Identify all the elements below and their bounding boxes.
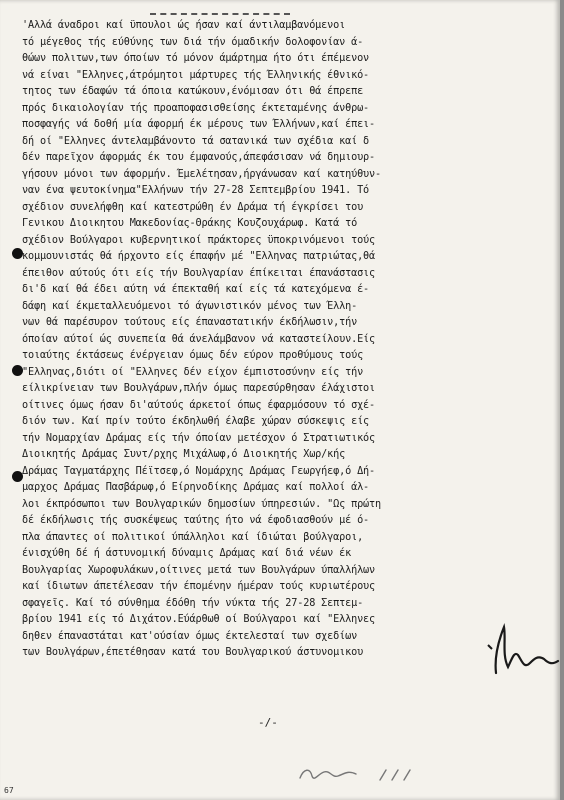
text-line: τό μέγεθος τής εύθύνης των διά τήν όμαδικήν δολοφονίαν ά- <box>22 36 364 48</box>
text-line: λοι έκπρόσωποι των Βουλγαρικών δημοσίων ύπηρεσιών. "Ως πρώτη <box>22 498 382 510</box>
text-line: όποίαν αύτοί ώς συνεπεία θά άνελάμβανον νά καταστείλουν.Είς <box>22 333 376 345</box>
text-line: "Ελληνας,διότι οί "Ελληνες δέν είχον έμπιστοσύνην είς τήν <box>22 366 364 378</box>
page-continuation-mark: -/- <box>258 716 278 729</box>
text-line: σχέδιον Βούλγαροι κυβερνητικοί πράκτορες ϋποκρινόμενοι τούς <box>22 234 376 246</box>
text-line: γήσουν μόνοι των άφορμήν. Έμελέτησαν,ήργάνωσαν καί κατηύθυν- <box>22 168 382 180</box>
text-line: είλικρίνειαν των Βουλγάρων,πλήν όμως παρεσύρθησαν έλάχιστοι <box>22 383 376 394</box>
text-line: ποσφαγής νά δοθή μία άφορμή έκ μέρους των Έλλήνων,καί έπει- <box>22 119 376 130</box>
text-line: σχέδιον συνελήφθη καί κατεστρώθη έν Δράμα τή έγκρίσει του <box>22 201 364 213</box>
text-line: Γενικου Διοικητου Μακεδονίας-Θράκης Κουζουχάρωφ. Κατά τό <box>22 218 358 229</box>
text-line: δέ έκδήλωσις τής συσκέψεως ταύτης ήτο νά έφοδιασθούν μέ ό- <box>22 515 370 526</box>
text-line: Βουλγαρίας Χωροφυλάκων,οίτινες μετά των Βουλγάρων ύπαλλήλων <box>22 564 376 576</box>
text-line: νων θά παρέσυρον τούτους είς έπαναστατικήν έκδήλωσιν,τήν <box>22 317 358 328</box>
text-line: καί ίδιωτων άπετέλεσαν τήν έπομένην ήμέραν τούς κυριωτέρους <box>22 581 376 592</box>
margin-signature-icon <box>482 615 560 685</box>
text-line: νά είναι "Ελληνες,άτρόμητοι μάρτυρες τής Έλληνικής έθνικό- <box>22 69 370 81</box>
text-line: θώων πολιτων,των όποίων τό μόνον άμάρτημα ήτο ότι έπέμενον <box>22 53 370 64</box>
text-line: Δράμας Ταγματάρχης Πέϊτσεφ,ό Νομάρχης Δράμας Γεωργήεφ,ό Δή- <box>22 465 376 477</box>
text-line: ναν ένα ψευτοκίνημα"Ελλήνων τήν 27-28 Σεπτεμβρίου 1941. Τό <box>22 185 370 196</box>
typewritten-body <box>22 18 492 662</box>
corner-page-number: 67 <box>4 786 14 795</box>
text-line: δή οί "Ελληνες άντελαμβάνοντο τά σατανικά των σχέδια καί δ <box>22 135 370 147</box>
text-line: Διοικητής Δράμας Συντ/ρχης Μιχάλωφ,ό Διοικητής Χωρ/κής <box>22 449 346 460</box>
text-line: 'Αλλά άναδροι καί ϋπουλοι ώς ήσαν καί άντιλαμβανόμενοι <box>22 20 346 31</box>
text-line: τητος των έδαφών τά όποια κατώκουν,ένόμισαν ότι θά έπρεπε <box>22 86 364 97</box>
text-line: δι'δ καί θά έδει αύτη νά έπεκταθή καί είς τά κατεχόμενα έ- <box>22 284 370 295</box>
text-line: δάφη καί έκμεταλλευόμενοι τό άγωνιστικόν μένος των Έλλη- <box>22 300 358 312</box>
text-line: πρός δικαιολογίαν τής προαποφασισθείσης έκτεταμένης άνθρω- <box>22 102 370 114</box>
text-line: έπειθον αύτούς ότι είς τήν Βουλγαρίαν έπίκειται έπανάστασις <box>22 267 376 279</box>
text-line: τήν Νομαρχίαν Δράμας είς τήν όποίαν μετέσχον ό Στρατιωτικός <box>22 432 376 444</box>
text-line: ένισχύθη δέ ή άστυνομική δύναμις Δράμας καί διά νέων έκ <box>22 548 352 559</box>
text-line: σφαγεῖς. Καί τό σύνθημα έδόθη τήν νύκτα τής 27-28 Σεπτεμ- <box>22 597 364 609</box>
text-line: των Βουλγάρων,έπετέθησαν κατά του Βουλγαρικού άστυνομικου <box>22 647 364 658</box>
text-line: μαρχος Δράμας Πασβάρωφ,ό Είρηνοδίκης Δράμας καί πολλοί άλ- <box>22 482 370 493</box>
text-line: διόν των. Καί πρίν τούτο έκδηλωθή έλαβε χώραν σύσκεψις είς <box>22 416 370 427</box>
text-line: πλα άπαντες οί πολιτικοί ύπάλληλοι καί ίδιώται βούλγαροι, <box>22 531 364 543</box>
text-line: τοιαύτης έκτάσεως ένέργειαν όμως δέν εύρον προθύμους τούς <box>22 350 364 361</box>
text-line: οίτινες όμως ήσαν δι'αύτούς άρκετοί όπως έφαρμόσουν τό σχέ- <box>22 399 376 411</box>
text-line: βρίου 1941 είς τό Διχάτον.Εύάρθωθ οί Βούλγαροι καί "Ελληνες <box>22 614 376 625</box>
text-line: δηθεν έπαναστάται κατ'ούσίαν όμως έκτελεσταί των σχεδίων <box>22 630 358 642</box>
text-line: κομμουνιστάς θά ήρχοντο είς έπαφήν μέ "Ελληνας πατριώτας,θά <box>22 251 376 262</box>
text-line: δέν παρεῖχον άφορμάς έκ του έμφανούς,άπεφάσισαν νά δημιουρ- <box>22 152 376 163</box>
header-rule <box>150 13 290 15</box>
bottom-signature-icon <box>260 758 440 788</box>
